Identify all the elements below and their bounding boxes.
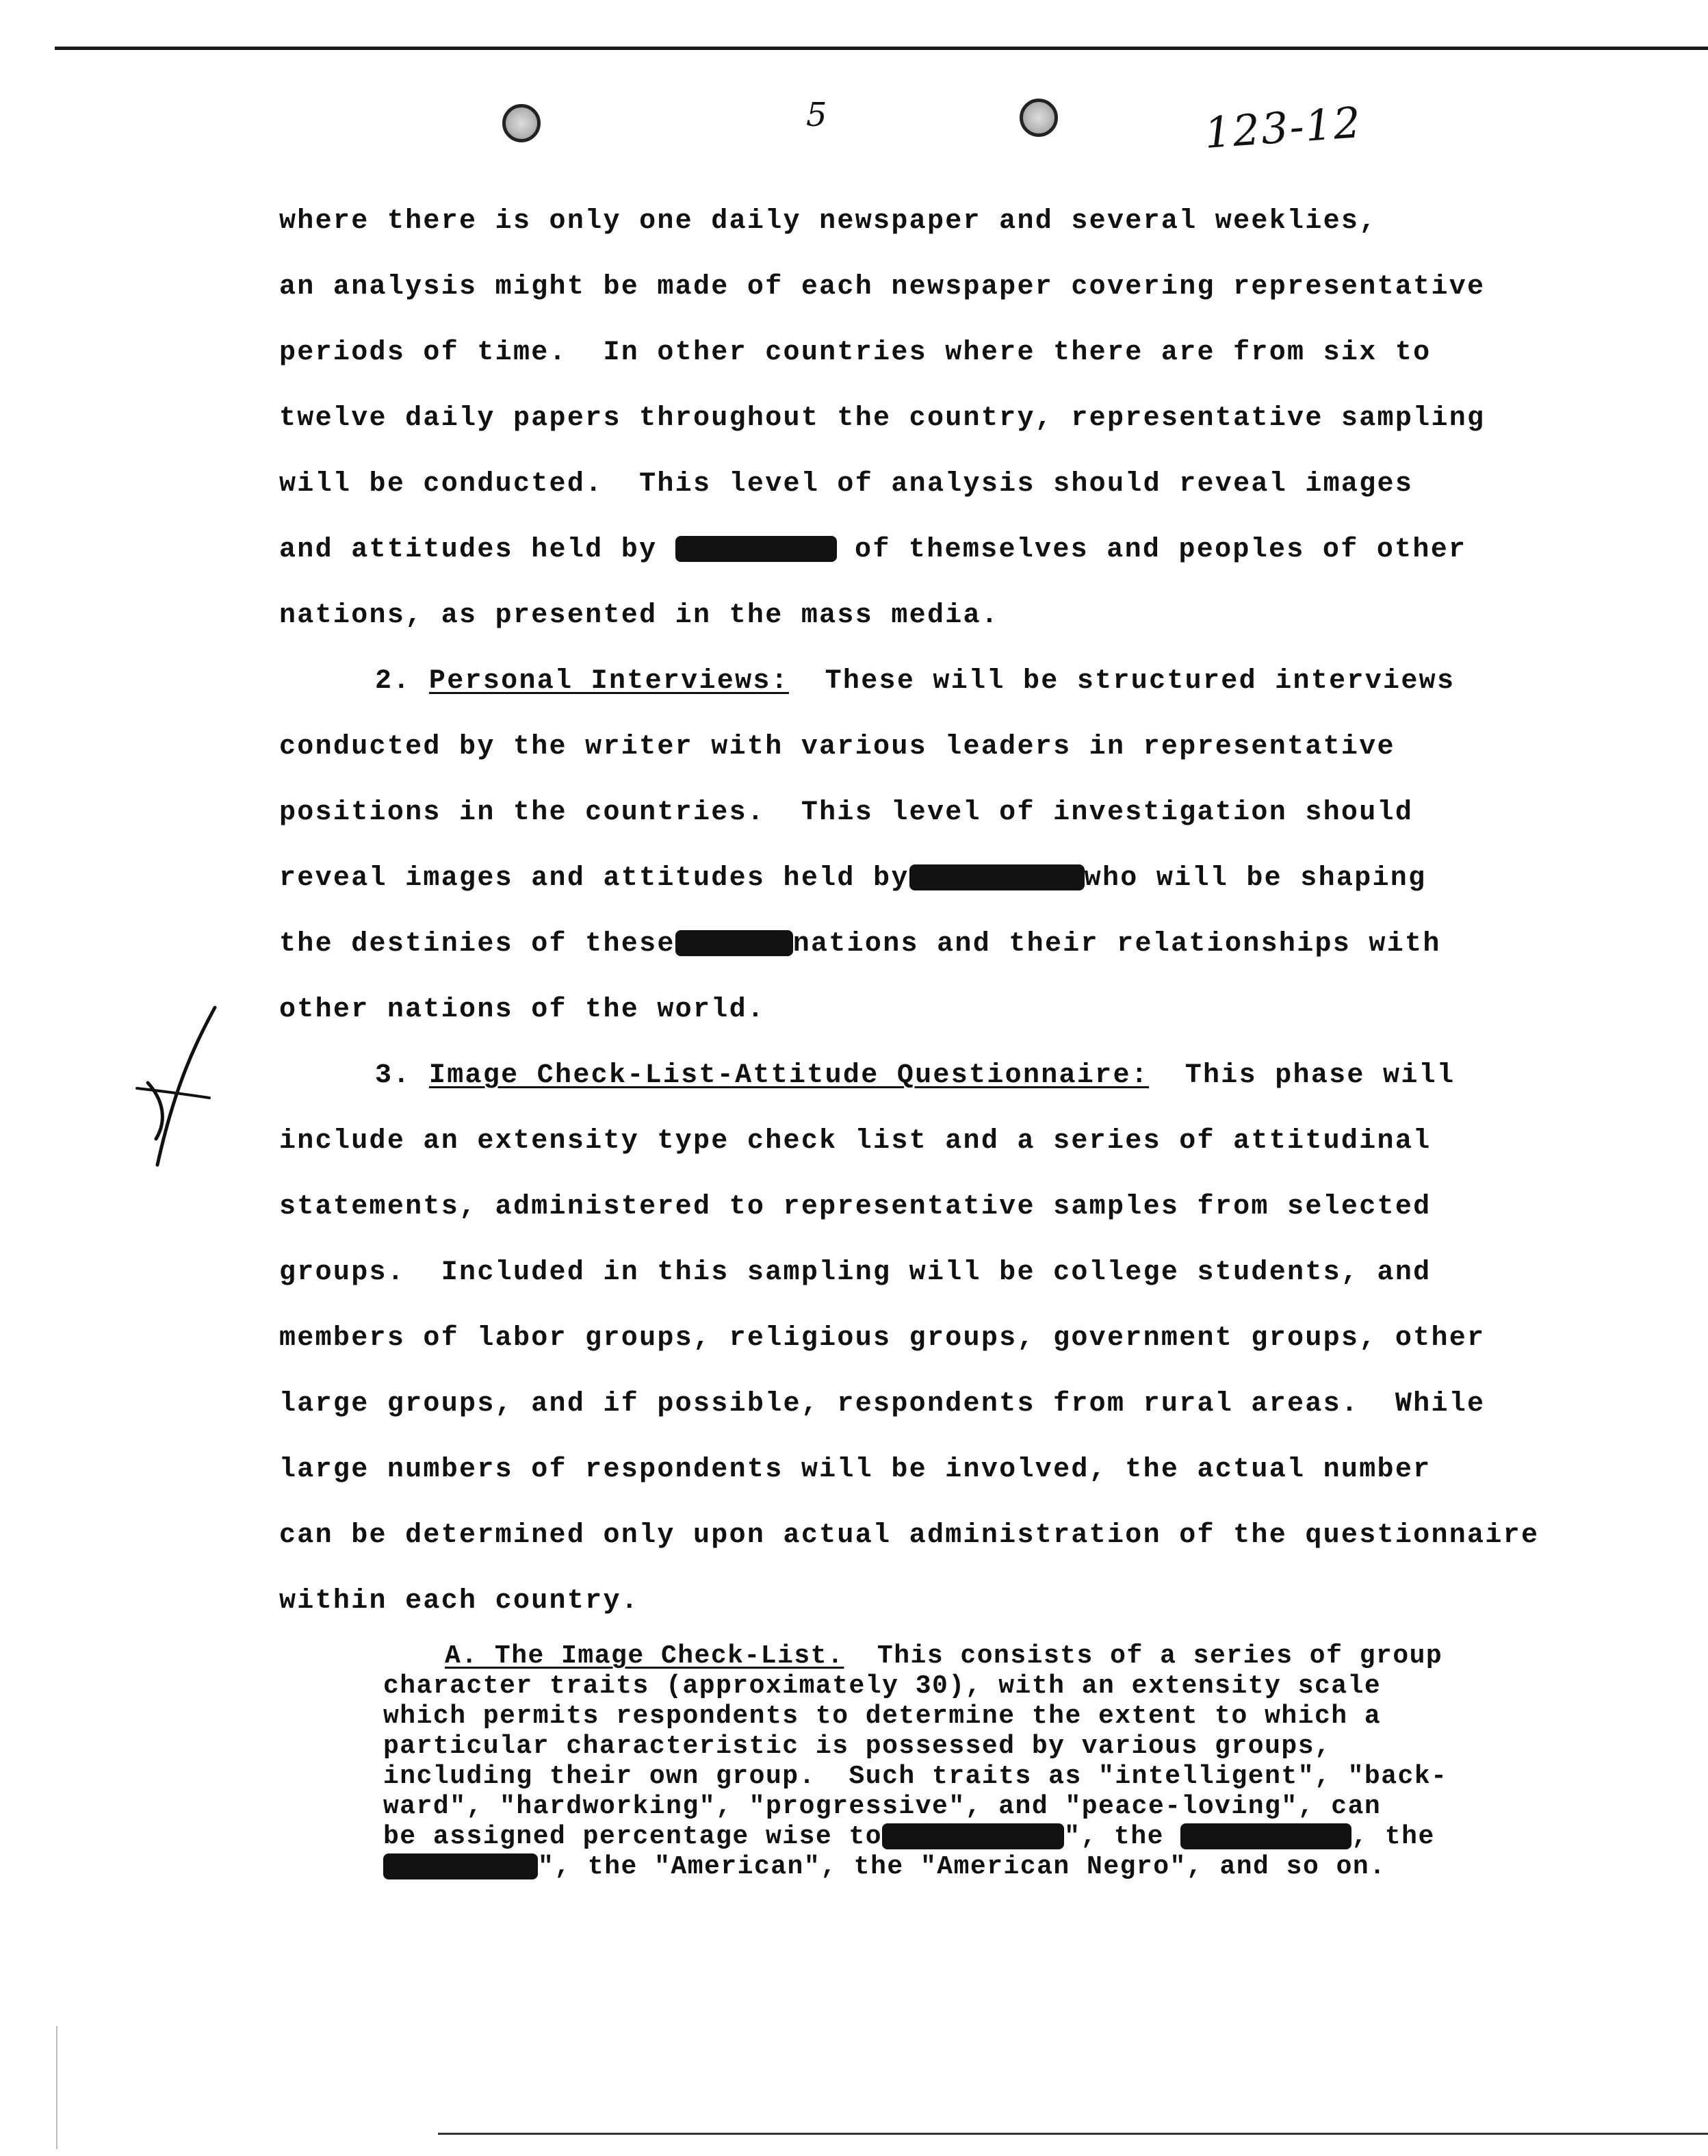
text-line: character traits (approximately 30), with an extensity scale [383, 1671, 1382, 1701]
redaction-mark [909, 864, 1085, 890]
item-2-heading-line [279, 649, 1641, 715]
text-fragment: nations and their relationships with [792, 929, 1441, 960]
punch-hole-left [502, 104, 541, 142]
item-3-heading-line [279, 1043, 1641, 1109]
text-line: groups. Included in this sampling will be college students, and [279, 1257, 1432, 1288]
text-fragment: , the [1351, 1822, 1435, 1851]
page-number: 5 [806, 96, 827, 134]
body-text [279, 189, 1641, 1634]
text-line: nations, as presented in the mass media. [279, 600, 1000, 631]
text-line: periods of time. In other countries where there are from six to [279, 337, 1432, 368]
punch-hole-right [1020, 99, 1058, 137]
text-line [279, 912, 1641, 977]
text-line: large groups, and if possible, respondents from rural areas. While [279, 1389, 1486, 1420]
text-line: statements, administered to representative samples from selected [279, 1192, 1432, 1222]
item-number: 2. [375, 666, 411, 697]
text-line: which permits respondents to determine the extent to which a [383, 1702, 1382, 1731]
subsection-heading: A. The Image Check-List. [445, 1641, 844, 1671]
margin-line [56, 2026, 57, 2149]
handwritten-reference: 123-12 [1202, 97, 1364, 158]
text-line: conducted by the writer with various leaders in representative [279, 732, 1395, 762]
item-heading: Image Check-List-Attitude Questionnaire: [428, 1060, 1150, 1091]
text-line: where there is only one daily newspaper and several weeklies, [279, 206, 1377, 237]
text-fragment: This consists of a series of group [877, 1641, 1443, 1671]
item-heading: Personal Interviews: [428, 666, 789, 697]
text-line [279, 846, 1641, 912]
redaction-mark [383, 1853, 538, 1879]
text-line: can be determined only upon actual administration of the questionnaire [279, 1520, 1540, 1551]
handwritten-margin-mark [134, 1002, 223, 1173]
text-line [279, 517, 1641, 583]
text-fragment: and attitudes held by [279, 535, 658, 565]
text-line [383, 1822, 1670, 1852]
text-fragment: the destinies of these [279, 929, 675, 960]
text-fragment: be assigned percentage wise to [383, 1822, 883, 1851]
text-line: twelve daily papers throughout the country, representative sampling [279, 403, 1486, 434]
text-line: ward", "hardworking", "progressive", and "peace-loving", can [383, 1792, 1382, 1821]
redaction-mark [1180, 1823, 1351, 1849]
subsection-a [383, 1641, 1670, 1882]
redaction-mark [675, 536, 837, 562]
text-line: large numbers of respondents will be involved, the actual number [279, 1454, 1432, 1485]
redaction-mark [882, 1823, 1064, 1849]
text-line [383, 1852, 1670, 1882]
text-fragment: reveal images and attitudes held by [279, 863, 909, 894]
text-fragment: These will be structured interviews [825, 666, 1455, 697]
text-line: other nations of the world. [279, 994, 766, 1025]
bottom-rule [438, 2133, 1708, 2135]
text-line: positions in the countries. This level of investigation should [279, 797, 1414, 828]
text-fragment: ", the [1064, 1822, 1164, 1851]
redaction-mark [675, 930, 793, 956]
text-line: within each country. [279, 1586, 640, 1617]
text-line: including their own group. Such traits as "intelligent", "back- [383, 1762, 1448, 1791]
text-fragment: of themselves and peoples of other [855, 535, 1467, 565]
text-line: particular characteristic is possessed by various groups, [383, 1732, 1332, 1761]
subsection-heading-line [383, 1641, 1670, 1671]
text-line: an analysis might be made of each newspaper covering representative [279, 272, 1486, 303]
top-rule [55, 47, 1708, 50]
text-line: members of labor groups, religious groups, government groups, other [279, 1323, 1486, 1354]
text-fragment: This phase will [1185, 1060, 1455, 1091]
text-line: include an extensity type check list and a series of attitudinal [279, 1126, 1432, 1157]
text-line: will be conducted. This level of analysis should reveal images [279, 469, 1414, 500]
text-fragment: who will be shaping [1084, 863, 1427, 894]
item-number: 3. [375, 1060, 411, 1091]
text-fragment: ", the "American", the "American Negro", and so on. [538, 1852, 1386, 1882]
